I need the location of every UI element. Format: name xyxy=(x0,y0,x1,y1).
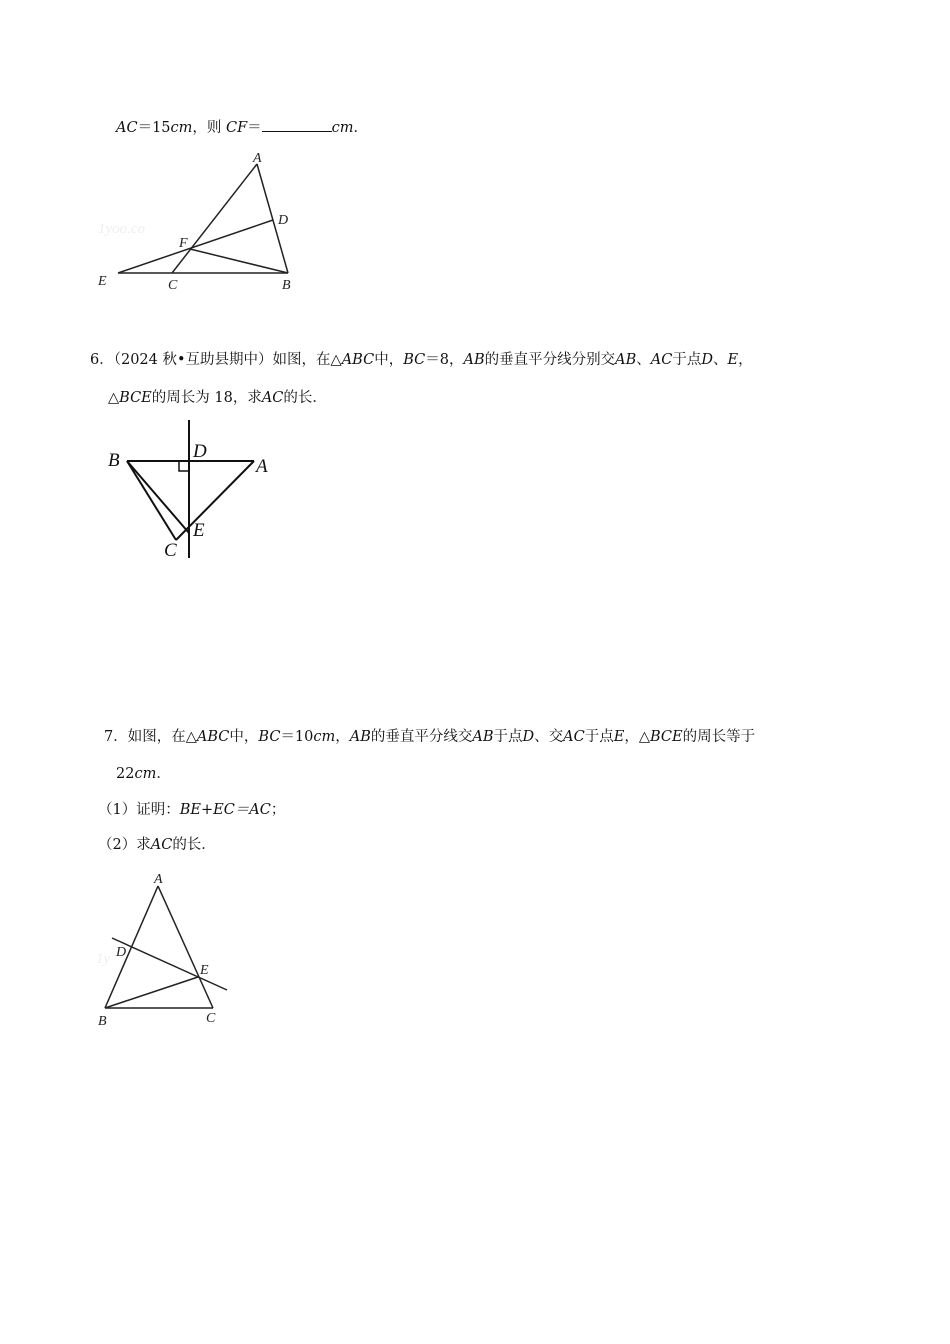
label-A: A xyxy=(256,456,268,477)
label-C: C xyxy=(206,1011,216,1026)
label-D: D xyxy=(116,945,127,960)
label-C: C xyxy=(164,540,177,561)
q7-figure xyxy=(90,868,240,1033)
label-A: A xyxy=(154,872,163,887)
label-E: E xyxy=(193,520,205,541)
label-E: E xyxy=(200,963,209,978)
label-F: F xyxy=(179,236,188,251)
q7-part1: （1）证明：BE+EC＝AC； xyxy=(98,802,286,818)
q5-answer-line: AC＝15cm，则 CF＝ cm． xyxy=(116,117,368,138)
q7-line1: 7．如图，在△ABC中，BC＝10cm，AB的垂直平分线交AB于点D、交AC于点E，△BCE的周长等于 xyxy=(104,729,756,745)
watermark: 1y xyxy=(96,951,111,967)
label-B: B xyxy=(282,278,291,293)
label-D: D xyxy=(193,441,207,462)
label-C: C xyxy=(168,278,178,293)
label-B: B xyxy=(108,450,120,471)
q7-line2: 22cm． xyxy=(116,766,171,782)
q6-line2: △BCE的周长为 18，求AC的长． xyxy=(108,390,327,406)
q6-line1: 6．（2024 秋•互助县期中）如图，在△ABC中，BC＝8，AB的垂直平分线分别交AB、AC于点D、E， xyxy=(90,352,753,368)
label-B: B xyxy=(98,1014,107,1029)
q6-figure xyxy=(104,418,284,563)
question-source: （2024 秋•互助县期中） xyxy=(113,352,273,368)
watermark: 1yoo.co xyxy=(98,221,146,237)
q7-part2: （2）求AC的长． xyxy=(98,837,216,853)
label-A: A xyxy=(253,151,262,166)
question-number: 7． xyxy=(104,729,128,745)
question-number: 6． xyxy=(90,352,114,368)
label-E: E xyxy=(98,274,107,289)
answer-blank[interactable] xyxy=(262,117,332,132)
label-D: D xyxy=(278,213,289,228)
q5-figure xyxy=(90,148,310,298)
